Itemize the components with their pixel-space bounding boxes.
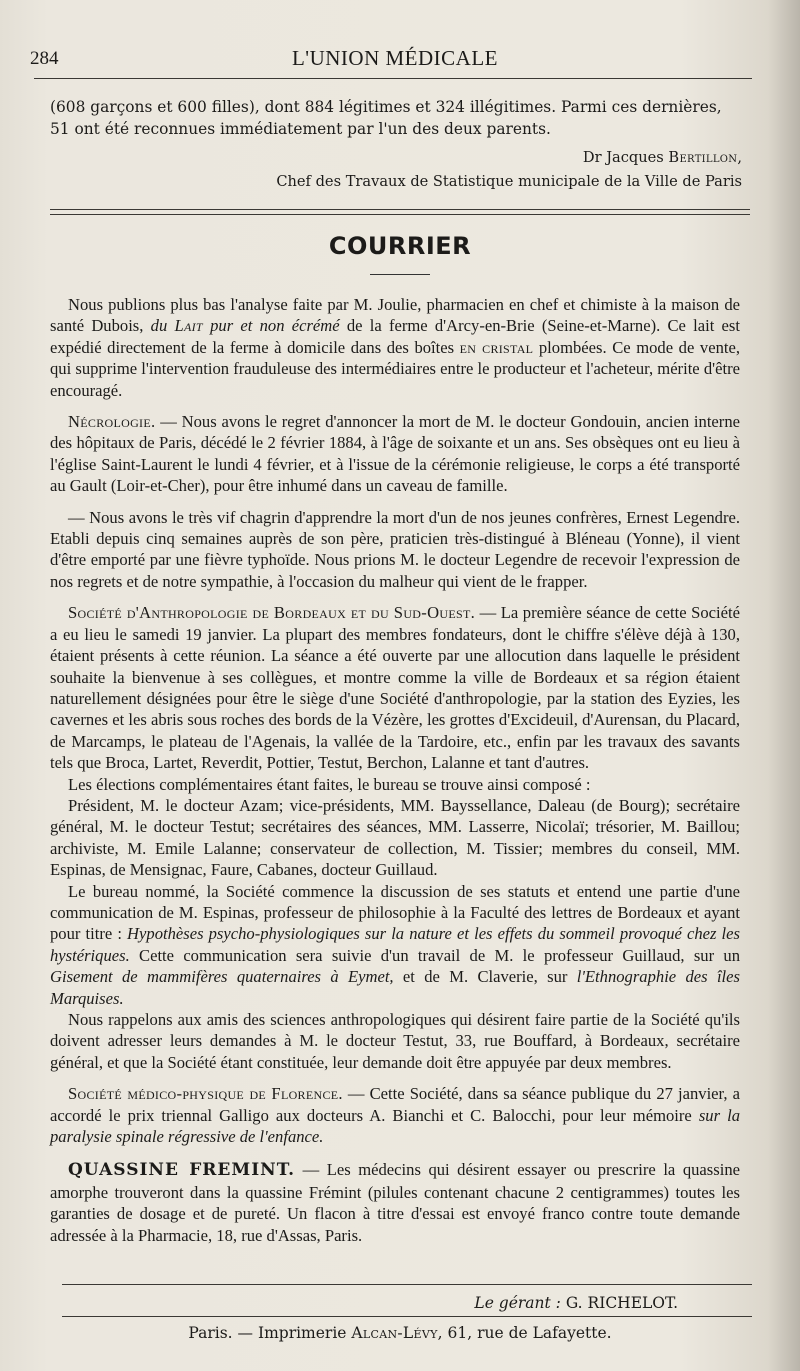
- section-title: COURRIER: [328, 232, 472, 260]
- section-double-rule-top: [50, 209, 750, 210]
- discussion-title-guillaud: Gisement de mammifères quaternaires à Eymet,: [50, 967, 394, 987]
- gerant-label: Le gérant :: [474, 1294, 566, 1312]
- signature-name: [276, 146, 742, 170]
- imprint-text-a: Paris. — Imprimerie: [188, 1324, 352, 1342]
- paragraph-florence: [50, 1083, 740, 1147]
- paragraph-elections: Les élections complémentaires étant faites, le bureau se trouve ainsi composé :: [68, 774, 591, 794]
- florence-title: sur la paralysie spinale régressive de l'enfance.: [50, 1105, 740, 1147]
- florence-label: Société médico-physique de Florence.: [68, 1084, 343, 1104]
- intro-line-2: 51 ont été reconnues immédiatement par l'un des deux parents.: [50, 120, 551, 138]
- paragraph-rappel: Nous rappelons aux amis des sciences anthropologiques qui désirent faire partie de la Société qu'ils doivent adresser leurs demandes à M. le docteur Testut, 33, rue Bouffard, à Bordeaux, secrétaire général, et que la Société étant constituée, leur demande doit être appuyée par deux membres.: [50, 1010, 740, 1072]
- discussion-text-c: Cette communication sera suivie d'un travail de M. le professeur Guillaud, sur un: [129, 945, 740, 965]
- paragraph-joulie: [50, 294, 740, 401]
- anthropologie-label: Société d'Anthropologie de Bordeaux et du Sud-Ouest.: [68, 603, 476, 623]
- footer-rule: [62, 1284, 752, 1285]
- florence-text-a: — Cette Société, dans sa séance publique du 27 janvier, a accordé le prix triennal Galligo aux docteurs A. Bianchi et C. Balocchi, pour leur mémoire: [50, 1084, 740, 1125]
- joulie-text-b: du: [150, 316, 175, 336]
- necrologie-label: Nécrologie.: [68, 412, 156, 432]
- joulie-text-a: Nous publions plus bas l'analyse faite par M. Joulie, pharmacien en chef et chimiste à la maison de santé Dubois,: [50, 295, 740, 336]
- paragraph-anthropologie: [50, 602, 740, 773]
- discussion-title-claverie: l'Ethnographie des îles Marquises.: [50, 967, 740, 1008]
- intro-text: [50, 96, 740, 140]
- discussion-title-espinas: Hypothèses psycho-physiologiques sur la nature et les effets du sommeil provoqué chez les hystériques.: [50, 924, 740, 965]
- joulie-text-g: plombées. Ce mode de vente, qui supprime l'intervention frauduleuse des intermédiaires entre le producteur et l'acheteur, mérite d'être encouragé.: [50, 337, 740, 400]
- running-head: [30, 44, 760, 74]
- imprint-printer: Alcan-Lévy: [351, 1324, 438, 1342]
- imprint-line: [0, 1324, 800, 1342]
- discussion-text-e: et de M. Claverie, sur: [393, 967, 577, 987]
- signature-name-suffix: ,: [737, 149, 742, 166]
- quassine-text: — Les médecins qui désirent essayer ou prescrire la quassine amorphe trouveront dans la quassine Frémint (pilules contenant chacune 2 centigrammes) toutes les garanties de dosage et de pureté. Un flacon à titre d'essai est envoyé franco contre toute demande adressée à la Pharmacie, 18, rue d'Assas, Paris.: [50, 1160, 740, 1245]
- joulie-text-e: de la ferme d'Arcy-en-Brie (Seine-et-Marne). Ce lait est expédié directement de la ferme à domicile dans des boîtes: [50, 316, 740, 357]
- intro-line-1: (608 garçons et 600 filles), dont 884 légitimes et 324 illégitimes. Parmi ces dernières,: [50, 98, 722, 116]
- section-double-rule-bottom: [50, 214, 750, 215]
- joulie-text-d: pur et non écrémé: [202, 316, 340, 336]
- journal-title: L'UNION MÉDICALE: [291, 46, 498, 70]
- signature-surname: Bertillon: [668, 149, 738, 166]
- gerant-name: G. RICHELOT.: [565, 1294, 678, 1312]
- courrier-body: [50, 294, 740, 1246]
- header-rule: [34, 78, 752, 79]
- page-number: 284: [30, 48, 59, 69]
- imprint-rule: [62, 1316, 752, 1317]
- paragraph-discussion: [50, 881, 740, 1009]
- paragraph-quassine: [50, 1159, 740, 1246]
- paragraph-legendre: — Nous avons le très vif chagrin d'apprendre la mort d'un de nos jeunes confrères, Ernest Legendre. Etabli depuis cinq semaines auprès de son père, praticien très-distingué à Bléneau (Yonne), il vient d'être emporté par une fièvre typhoïde. Nous prions M. le docteur Legendre de recevoir l'expression de nos regrets et de notre sympathie, à l'occasion du malheur qui vient de le frapper.: [50, 507, 740, 591]
- necrologie-text: — Nous avons le regret d'annoncer la mort de M. le docteur Gondouin, ancien interne des hôpitaux de Paris, décédé le 2 février 1884, à l'âge de soixante et un ans. Ses obsèques ont eu lieu à l'église Saint-Laurent le lundi 4 février, et à l'issue de la cérémonie religieuse, le corps a été transporté au Gault (Loir-et-Cher), pour être inhumé dans un caveau de famille.: [50, 412, 740, 496]
- paragraph-bureau: Président, M. le docteur Azam; vice-présidents, MM. Bayssellance, Daleau (de Bourg); secrétaire général, M. le docteur Testut; secrétaires des séances, MM. Lasserre, Nicolaï; trésorier, M. Baillou; archiviste, M. Emile Lalanne; conservateur de collection, M. Tissier; membres du conseil, MM. Espinas, de Mensignac, Faure, Cabanes, docteur Guillaud.: [50, 795, 740, 880]
- discussion-text-a: Le bureau nommé, la Société commence la discussion de ses statuts et entend une partie d'une communication de M. Espinas, professeur de philosophie à la Faculté des lettres de Bordeaux et ayant pour titre :: [50, 881, 740, 944]
- joulie-text-f: en cristal: [459, 337, 534, 357]
- signature-name-prefix: Dr Jacques: [582, 149, 669, 166]
- joulie-text-c: Lait: [174, 316, 203, 336]
- anthropologie-text: — La première séance de cette Société a eu lieu le samedi 19 janvier. La plupart des membres fondateurs, dont le chiffre s'élève déjà à 130, étaient présents à cette réunion. La séance a été ouverte par une allocution dans laquelle le président souhaite la bienvenue à ses collègues, et montre comme la ville de Bordeaux et sa région étaient naturellement désignées pour être le siège d'une Société d'anthropologie, par la station des Eyzies, les cavernes et les abris sous roches des bords de la Vézère, les grottes d'Excideuil, d'Aurensan, du Placard, de Marcamps, le plateau de l'Agenais, la vallée de la Tardoire, etc., enfin par les travaux des savants tels que Broca, Lartet, Reverdit, Pottier, Testut, Berchon, Lalanne et tant d'autres.: [50, 603, 740, 773]
- paragraph-necrologie: [50, 411, 740, 497]
- gerant-line: [474, 1294, 678, 1312]
- section-title-underline: [370, 274, 430, 275]
- signature-title: Chef des Travaux de Statistique municipale de la Ville de Paris: [276, 173, 742, 190]
- imprint-text-b: , 61, rue de Lafayette.: [437, 1324, 612, 1342]
- signature-block: [276, 146, 742, 194]
- quassine-label: QUASSINE FREMINT.: [68, 1160, 296, 1181]
